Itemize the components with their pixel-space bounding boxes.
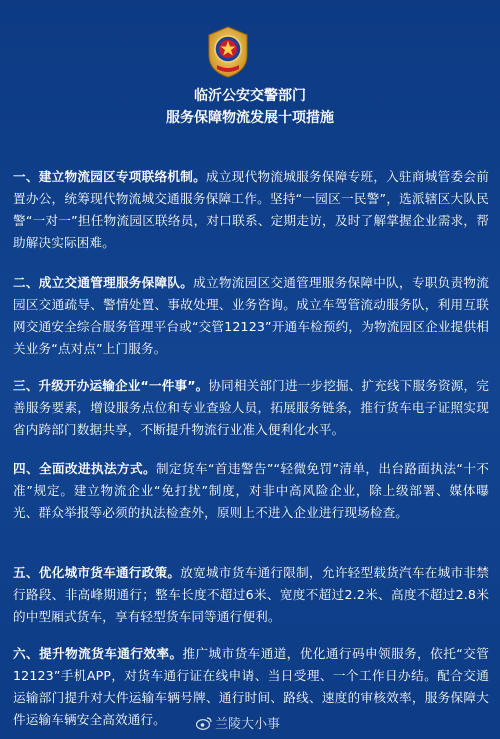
measure-section-4	[13, 458, 489, 524]
weibo-watermark	[196, 713, 280, 732]
measure-body: 协同相关部门进一步挖掘、扩充线下服务资源，完善服务要素，增设服务点位和专业查验人员，拓展服务链条，推行货车电子证照实现省内跨部门数据共享，不断提升物流行业准入便利化水平。	[13, 378, 489, 437]
measure-heading: 六、提升物流货车通行效率。	[13, 646, 183, 661]
page-title-line2: 服务保障物流发展十项措施	[166, 110, 334, 126]
police-emblem-icon	[205, 25, 251, 79]
measure-body: 成立物流园区交通管理服务保障中队，专职负责物流园区交通疏导、警情处置、事故处理、业务咨询。成立车驾管流动服务队，利用互联网交通安全综合服务管理平台或“交管12123”开通车检预约，为物流园区企业提供相关业务“点对点”上门服务。	[13, 275, 489, 356]
measure-body: 放宽城市货车通行限制，允许轻型载货汽车在城市非禁行路段、非高峰期通行；整车长度不超过6米、宽度不超过2.2米、高度不超过2.8米的中型厢式货车，享有轻型货车同等通行便利。	[13, 565, 490, 624]
watermark-text: 兰陵大小事	[215, 717, 281, 732]
measure-heading: 四、全面改进执法方式。	[13, 461, 156, 476]
measure-heading: 五、优化城市货车通行政策。	[13, 565, 181, 580]
measure-heading: 三、升级开办运输企业“一件事”。	[13, 378, 209, 393]
measure-body: 制定货车“首违警告”“轻微免罚”清单，出台路面执法“十不准”规定。建立物流企业“免打扰”制度，对非中高风险企业，除上级部署、媒体曝光、群众举报等必须的执法检查外，原则上不进入企业进行现场检查。	[13, 461, 490, 520]
measure-body: 成立现代物流城服务保障专班，入驻商城管委会前置办公，统筹现代物流城交通服务保障工作。坚持“一园区一民警”，选派辖区大队民警“一对一”担任物流园区联络员，对口联系、定期走访，及时了解掌握企业需求，帮助解决实际困难。	[13, 169, 490, 250]
measure-section-3	[13, 375, 489, 441]
measure-heading: 二、成立交通管理服务保障队。	[13, 275, 194, 290]
measure-body: 推广城市货车通道，优化通行码申领服务，依托“交管12123”手机APP，对货车通行证在线申请、当日受理、一个工作日办结。配合交通运输部门提升对大件运输车辆号牌、通行时间、路线、速度的审核效率，服务保障大件运输车辆安全高效通行。	[13, 646, 490, 727]
page-title-line1: 临沂公安交警部门	[194, 88, 306, 104]
measure-section-2	[13, 272, 489, 360]
measure-heading: 一、建立物流园区专项联络机制。	[13, 169, 207, 184]
measure-section-1	[13, 166, 489, 254]
weibo-icon	[196, 716, 212, 730]
measure-section-5	[13, 562, 489, 628]
